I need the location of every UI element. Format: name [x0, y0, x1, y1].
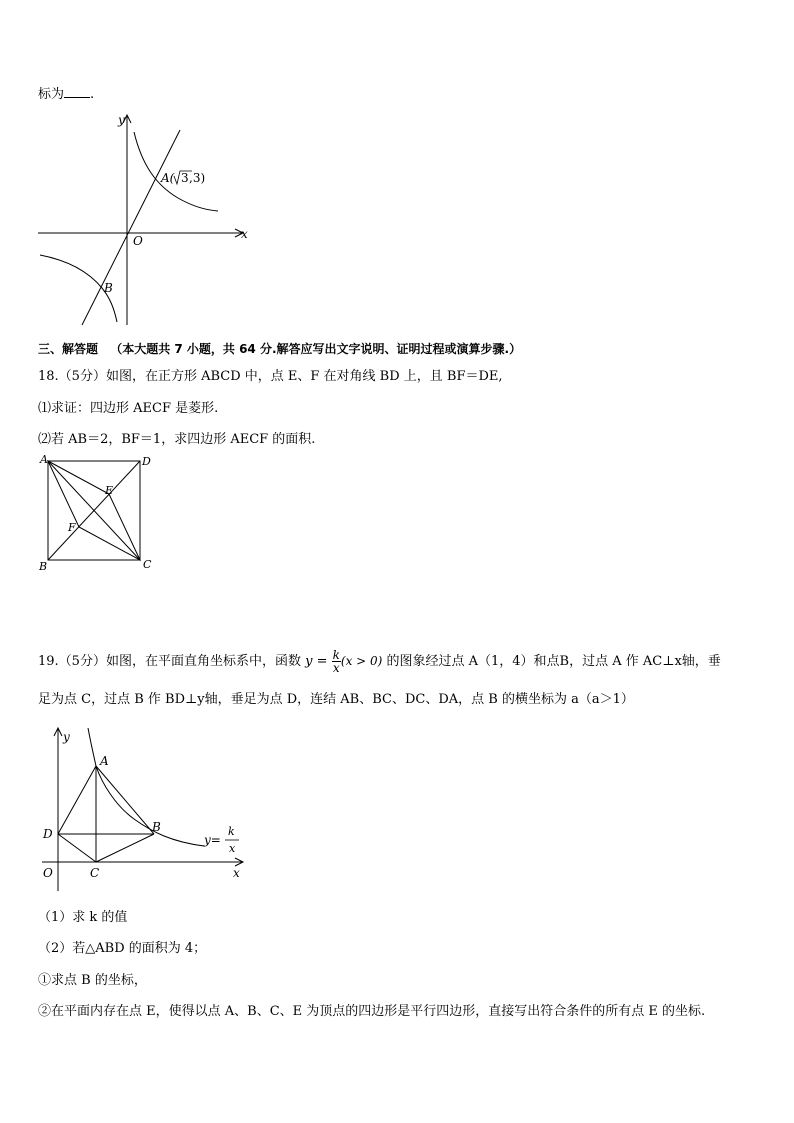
q18-part1: ⑴求证：四边形 AECF 是菱形. — [38, 401, 219, 416]
q19-func-k: k — [332, 648, 340, 662]
q19-func-fraction — [332, 649, 341, 674]
y-axis-label: y — [63, 730, 70, 744]
answer-blank — [64, 85, 90, 98]
q18-square-figure — [34, 450, 164, 575]
origin-label: O — [133, 234, 143, 248]
q19-stem-line2: 足为点 C，过点 B 作 BD⊥y轴，垂足为点 D，连结 AB、BC、DC、DA，点 B 的横坐标为 a（a＞1） — [38, 692, 634, 707]
q18-part2: ⑵若 AB＝2，BF＝1，求四边形 AECF 的面积. — [38, 432, 316, 447]
point-a-sqrt-value: 3 — [181, 171, 189, 185]
label-f: F — [68, 521, 76, 534]
prev-question-tail — [38, 83, 94, 102]
section3-note: （本大题共 7 小题，共 64 分.解答应写出文字说明、证明过程或演算步骤.） — [110, 342, 522, 356]
segment-bc — [96, 834, 154, 862]
segment-da — [58, 766, 96, 834]
label-c: C — [90, 866, 100, 880]
q19-part2b: ②在平面内存在点 E，使得以点 A、B、C、E 为顶点的四边形是平行四边形，直接写出符合条件的所有点 E 的坐标. — [38, 1004, 706, 1019]
label-b: B — [39, 560, 48, 573]
curve-label-k: k — [228, 825, 235, 838]
x-axis-label: x — [233, 866, 240, 880]
q17-graph — [30, 110, 260, 332]
q19-func-x: x — [332, 661, 340, 675]
y-axis-label: y — [118, 113, 125, 127]
label-d: D — [43, 827, 53, 841]
q19-part1: （1）求 k 的值 — [38, 910, 128, 925]
point-a-label-suffix: ,3) — [189, 171, 206, 185]
q19-graph — [34, 724, 254, 896]
point-a-label-prefix: A( — [161, 171, 175, 185]
segment-ab — [96, 766, 154, 834]
section3-title: 三、解答题 — [38, 342, 99, 356]
curve-label-y: y= — [204, 833, 221, 847]
label-a: A — [40, 453, 48, 466]
q19-part2: （2）若△ABD 的面积为 4； — [38, 941, 207, 956]
x-axis-label: x — [241, 227, 248, 241]
q19-func-y: y = — [305, 654, 328, 669]
q19-stem-before: 19.（5分）如图，在平面直角坐标系中，函数 — [38, 654, 301, 669]
q19-stem-after: 的图象经过点 A（1，4）和点B，过点 A 作 AC⊥x轴，垂 — [386, 654, 721, 669]
curve-label-x: x — [229, 842, 236, 855]
q19-part2a: ①求点 B 的坐标， — [38, 973, 147, 988]
hyperbola-curve — [88, 728, 204, 846]
q18-stem: 18.（5分）如图，在正方形 ABCD 中，点 E、F 在对角线 BD 上，且 BF＝DE, — [38, 369, 503, 384]
origin-label: O — [43, 866, 53, 880]
prev-question-suffix: . — [90, 87, 95, 102]
label-c: C — [143, 558, 152, 571]
line-through-origin — [82, 130, 180, 325]
label-a: A — [100, 754, 109, 768]
label-e: E — [105, 484, 114, 497]
section3-heading — [38, 340, 521, 357]
segment-dc — [58, 834, 96, 862]
point-b-label: B — [104, 281, 113, 295]
q19-stem-line1 — [38, 649, 721, 674]
label-d: D — [142, 455, 151, 468]
prev-question-text: 标为 — [38, 87, 65, 102]
hyperbola-branch-q1 — [134, 132, 218, 211]
label-b: B — [152, 820, 161, 834]
q19-func-condition: (x > 0) — [340, 654, 383, 668]
